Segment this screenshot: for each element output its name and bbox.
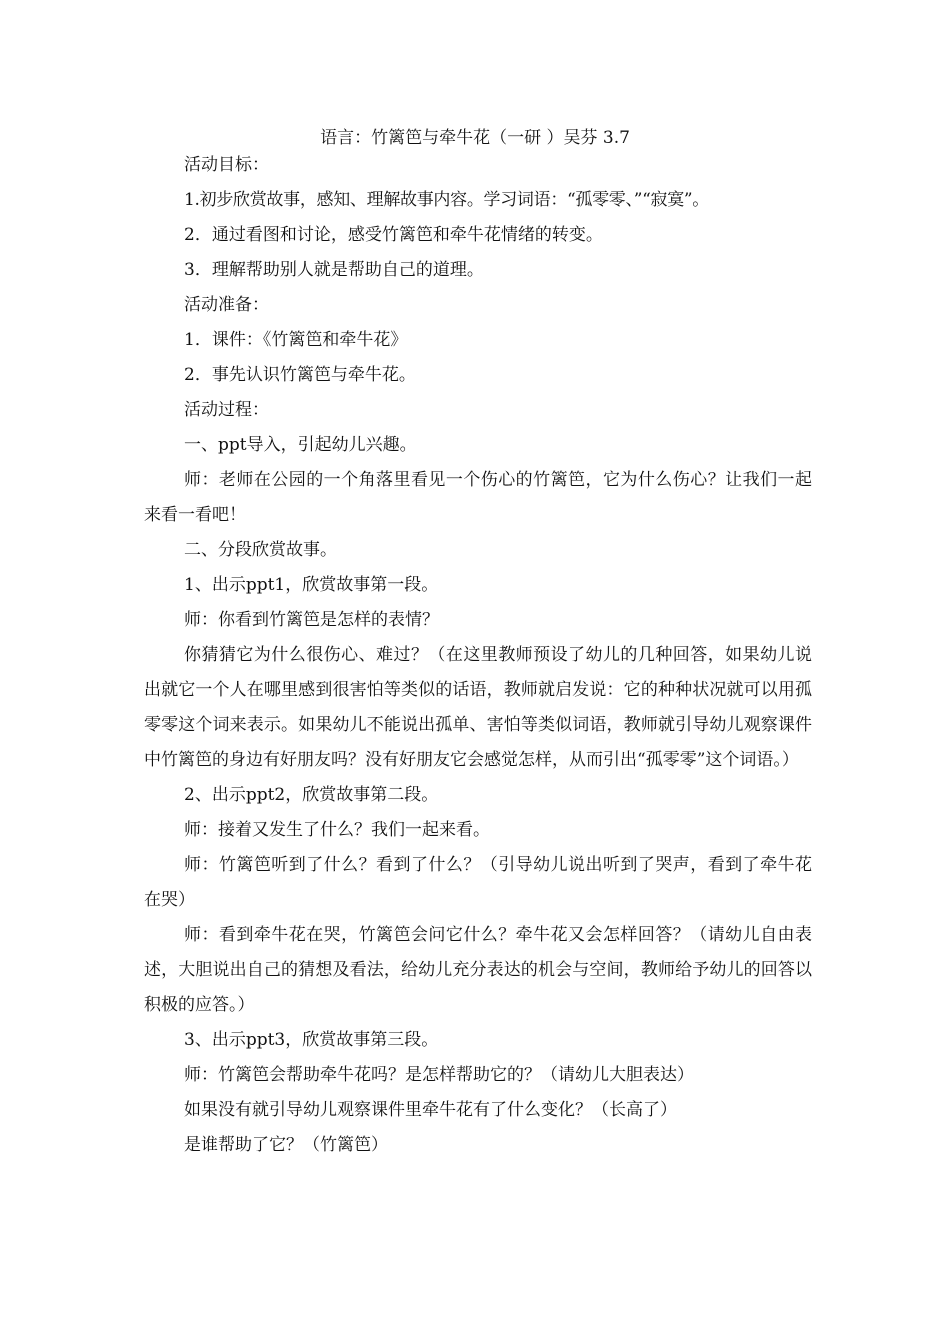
paragraph-teacher-intro: 师：老师在公园的一个角落里看见一个伤心的竹篱笆，它为什么伤心？让我们一起来看一看吧！ (144, 470, 812, 525)
paragraph-prep-1: 1．课件：《竹篱笆和牵牛花》 (184, 330, 408, 350)
paragraph-ppt3: 3、出示ppt3，欣赏故事第三段。 (184, 1030, 439, 1050)
paragraph-goal-2: 2．通过看图和讨论，感受竹篱笆和牵牛花情绪的转变。 (184, 225, 603, 245)
paragraph-goals-heading: 活动目标： (184, 155, 269, 175)
paragraph-guide-observe: 如果没有就引导幼儿观察课件里牵牛花有了什么变化？（长高了） (184, 1100, 677, 1120)
paragraph-who-helped: 是谁帮助了它？（竹篱笆） (184, 1135, 388, 1155)
paragraph-prep-2: 2．事先认识竹篱笆与牵牛花。 (184, 365, 416, 385)
paragraph-teacher-question-5: 师：竹篱笆会帮助牵牛花吗？是怎样帮助它的？（请幼儿大胆表达） (184, 1065, 694, 1085)
document-title: 语言：竹篱笆与牵牛花（一研 ）吴芬 3.7 (320, 128, 630, 148)
paragraph-ppt2: 2、出示ppt2，欣赏故事第二段。 (184, 785, 439, 805)
paragraph-goal-1: 1.初步欣赏故事，感知、理解故事内容。学习词语：“孤零零、”“寂寞”。 (184, 190, 709, 210)
paragraph-prep-heading: 活动准备： (184, 295, 269, 315)
paragraph-step-1: 一、ppt导入，引起幼儿兴趣。 (184, 435, 417, 455)
paragraph-guess-explanation: 你猜猜它为什么很伤心、难过？（在这里教师预设了幼儿的几种回答，如果幼儿说出就它一个人在哪里感到很害怕等类似的话语，教师就启发说：它的种种状况就可以用孤零零这个词来表示。如果幼儿不能说出孤单、害怕等类似词语，教师就引导幼儿观察课件中竹篱笆的身边有好朋友吗？没有好朋友它会感觉怎样，从而引出“孤零零”这个词语。） (144, 645, 812, 770)
paragraph-step-2: 二、分段欣赏故事。 (184, 540, 337, 560)
paragraph-ppt1: 1、出示ppt1，欣赏故事第一段。 (184, 575, 439, 595)
paragraph-teacher-question-1: 师：你看到竹篱笆是怎样的表情？ (184, 610, 439, 630)
paragraph-process-heading: 活动过程： (184, 400, 269, 420)
paragraph-teacher-question-4: 师：看到牵牛花在哭，竹篱笆会问它什么？牵牛花又会怎样回答？（请幼儿自由表述，大胆说出自己的猜想及看法，给幼儿充分表达的机会与空间，教师给予幼儿的回答以积极的应答。） (144, 925, 812, 1015)
paragraph-teacher-question-2: 师：接着又发生了什么？我们一起来看。 (184, 820, 490, 840)
paragraph-goal-3: 3．理解帮助别人就是帮助自己的道理。 (184, 260, 484, 280)
paragraph-teacher-question-3: 师：竹篱笆听到了什么？看到了什么？（引导幼儿说出听到了哭声，看到了牵牛花在哭） (144, 855, 812, 910)
document-body (144, 148, 812, 1163)
